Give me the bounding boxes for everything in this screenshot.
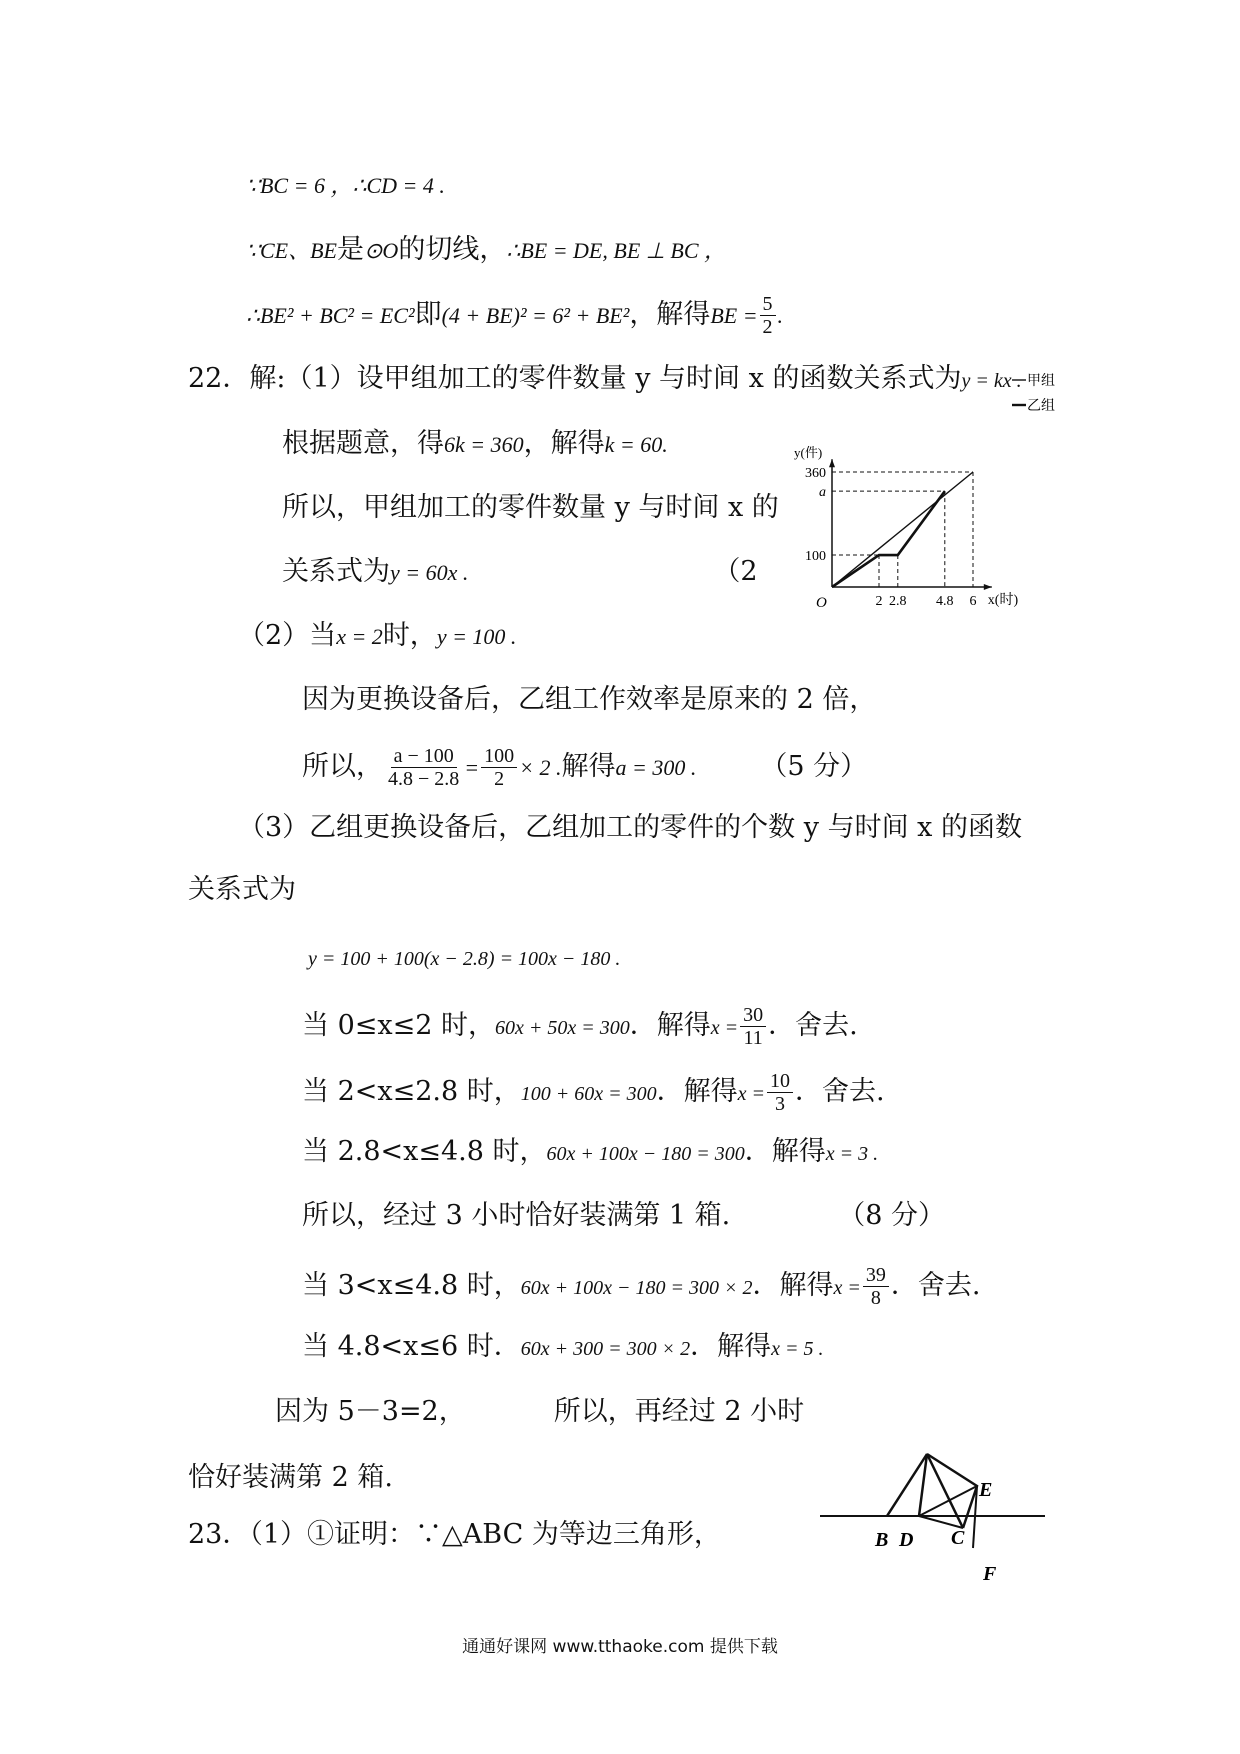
origin-label: O	[816, 595, 827, 611]
line-bc-cd: ∵BC = 6 ，∴CD = 4 .	[246, 173, 445, 198]
label-e: E	[979, 1479, 993, 1501]
line-case-1: 当 0≤x≤2 时，60x + 50x = 300．解得x = $\frac{30}{11}$ ．舍去.	[302, 1004, 858, 1049]
line-part2-start: （2）当x = 2时，y = 100 .	[238, 620, 517, 651]
y-axis-arrow	[829, 459, 835, 467]
label-b: B	[875, 1529, 889, 1551]
question-23-heading: 23．（1）①证明：∵△ABC 为等边三角形，	[188, 1519, 721, 1550]
line-case-2: 当 2<x≤2.8 时，100 + 60x = 300．解得x = $\frac{10}{3}$ ．舍去.	[302, 1070, 885, 1115]
line-relation-yi: y = 100 + 100(x − 2.8) = 100x − 180 .	[308, 948, 621, 970]
x-tick-2: 2	[875, 594, 883, 609]
legend-jia: 甲组	[1027, 374, 1055, 389]
question-22-heading: 22．解:（1）设甲组加工的零件数量 y 与时间 x 的函数关系式为y = kx .	[188, 363, 1022, 394]
line-part3: （3）乙组更换设备后，乙组加工的零件的个数 y 与时间 x 的函数	[238, 812, 1022, 843]
y-axis-label: y(件)	[794, 445, 823, 461]
chart-22	[780, 372, 1065, 620]
label-c: C	[951, 1527, 965, 1549]
line-relation-label: 关系式为	[188, 874, 296, 905]
line-because: 因为 5－3=2， 所以，再经过 2 小时	[275, 1396, 805, 1427]
series-jia-line	[832, 472, 973, 587]
line-case-4: 当 3<x≤4.8 时，60x + 100x − 180 = 300 × 2．解得x = $\frac{39}{8}$ ．舍去.	[302, 1264, 981, 1309]
x-tick-4.8: 4.8	[936, 594, 954, 609]
label-d: D	[899, 1529, 914, 1551]
line-pythagoras: ∴BE² + BC² = EC²即(4 + BE)² = 6² + BE²，解得BE = $\frac{5}{2}$ .	[246, 293, 784, 338]
line-case-5: 当 4.8<x≤6 时．60x + 300 = 300 × 2．解得x = 5 .	[302, 1331, 824, 1362]
line-relation-jia: 关系式为y = 60x . （2	[282, 556, 758, 587]
footer: 通通好课网 www.tthaoke.com 提供下载	[462, 1637, 778, 1657]
fraction-10-3: $\frac{10}{3}$	[767, 1070, 793, 1115]
line-solve-k: 根据题意，得6k = 360，解得k = 60.	[282, 428, 668, 459]
line-tangent: ∵CE、BE是⊙O的切线，∴BE = DE, BE ⊥ BC ，	[246, 234, 727, 265]
y-tick-100: 100	[805, 549, 826, 565]
line-solve-a: 所以， $\frac{a - 100}{4.8 - 2.8}$ = $\frac{100}{2}$ × 2 .解得a = 300 . （5 分）	[302, 745, 868, 790]
x-axis-arrow	[984, 584, 992, 590]
y-tick-a: a	[819, 485, 826, 501]
line-case-3: 当 2.8<x≤4.8 时，60x + 100x − 180 = 300．解得x = 3 .	[302, 1136, 879, 1167]
line-first-box: 所以，经过 3 小时恰好装满第 1 箱. （8 分）	[302, 1200, 946, 1231]
y-tick-360: 360	[805, 466, 826, 482]
fraction-100-2: $\frac{100}{2}$	[481, 745, 517, 790]
line-efficiency: 因为更换设备后，乙组工作效率是原来的 2 倍，	[302, 684, 877, 715]
figure-23	[815, 1440, 1055, 1590]
fraction-a: $\frac{a - 100}{4.8 - 2.8}$	[388, 745, 460, 790]
line-second-box: 恰好装满第 2 箱.	[188, 1462, 393, 1493]
fraction-be: $\frac{5}{2}$	[760, 293, 776, 338]
line-so-jia: 所以，甲组加工的零件数量 y 与时间 x 的	[282, 492, 779, 523]
fraction-30-11: $\frac{30}{11}$	[740, 1004, 766, 1049]
label-f: F	[983, 1563, 997, 1585]
x-tick-2.8: 2.8	[889, 594, 907, 609]
legend-yi: 乙组	[1027, 399, 1055, 414]
x-axis-label: x(时)	[987, 593, 1019, 608]
x-tick-6: 6	[969, 594, 977, 609]
fraction-39-8: $\frac{39}{8}$	[863, 1264, 889, 1309]
